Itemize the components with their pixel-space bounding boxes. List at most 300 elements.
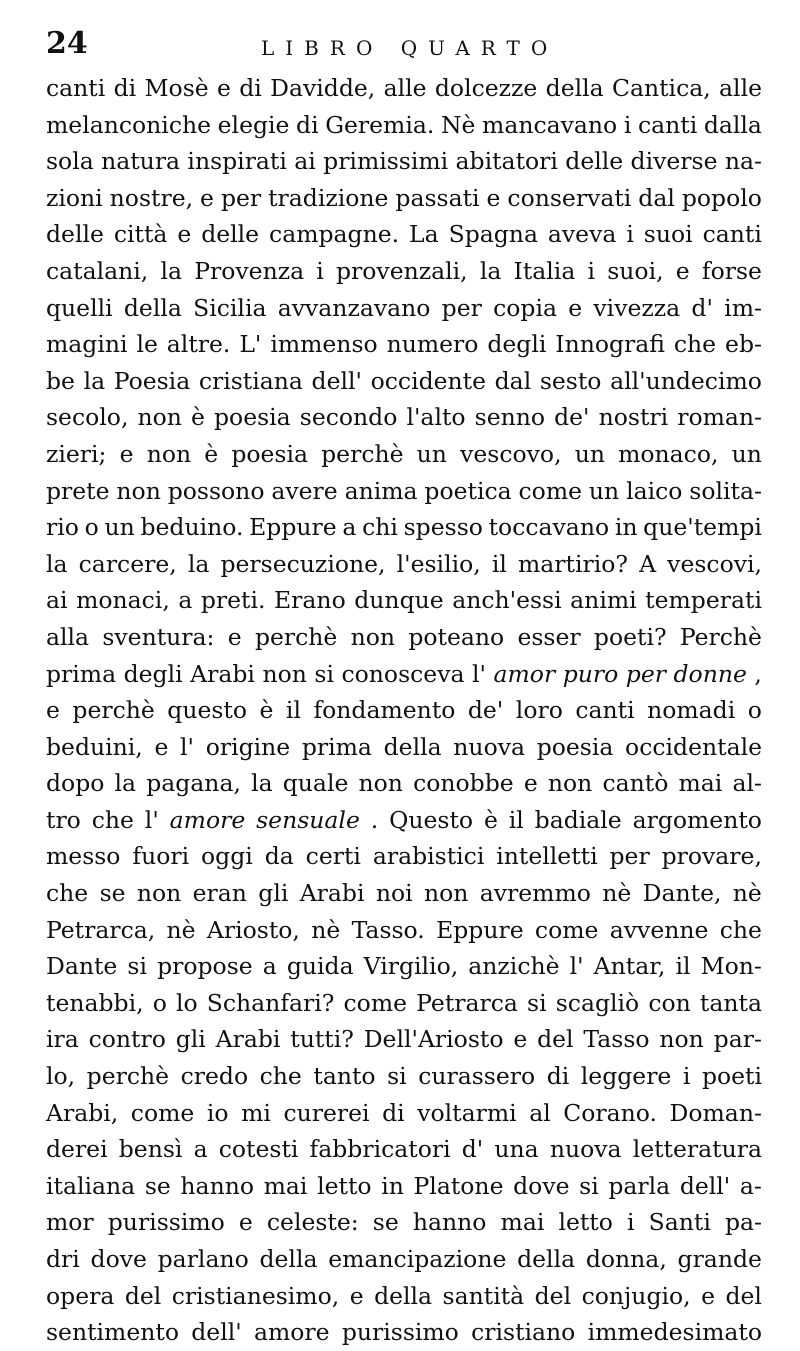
word: del <box>537 1025 574 1054</box>
word: i <box>316 256 324 285</box>
word: Spagna <box>448 220 538 249</box>
word: anima <box>344 476 418 505</box>
word: oggi <box>201 842 253 871</box>
word: se <box>372 1208 399 1237</box>
word: dal <box>494 366 532 395</box>
word: e <box>154 732 169 761</box>
word: scagliò <box>555 988 640 1017</box>
word: altre. <box>166 330 231 359</box>
word: della <box>517 1245 576 1273</box>
word: spesso <box>403 513 483 542</box>
word: Schanfari? <box>206 988 335 1017</box>
word: sola <box>46 147 94 176</box>
word: la <box>187 549 210 578</box>
word: sensuale <box>256 805 360 834</box>
word: l' <box>180 732 195 761</box>
word: mor <box>46 1208 94 1237</box>
word: pagana, <box>146 769 241 798</box>
text-line <box>46 692 762 729</box>
word: que'tempi <box>643 513 762 542</box>
word: i <box>682 1062 691 1091</box>
word: un <box>731 439 762 468</box>
word: che <box>719 915 762 944</box>
word: diverse <box>630 147 718 176</box>
word: Cantica, <box>611 74 711 102</box>
word: della <box>374 1281 433 1310</box>
word: Petrarca, <box>46 915 156 944</box>
word: amore <box>253 1318 330 1347</box>
word: Dante <box>46 952 118 981</box>
word: un <box>416 439 447 468</box>
word: non <box>116 476 161 505</box>
word: Tasso. <box>351 915 425 944</box>
word: non <box>547 769 593 798</box>
word: una <box>494 1135 539 1164</box>
word: e <box>486 183 501 212</box>
text-line <box>46 1168 762 1205</box>
word: e <box>513 1025 528 1054</box>
word: e <box>46 696 60 725</box>
word: lo, <box>46 1062 76 1091</box>
word: dove <box>90 1245 147 1273</box>
word: puro <box>562 659 619 688</box>
text-line <box>46 619 762 656</box>
word: secolo, <box>46 403 129 432</box>
word: del <box>725 1281 762 1310</box>
word: si <box>527 988 547 1017</box>
word: dell' <box>679 1171 731 1200</box>
word: roman- <box>677 403 762 432</box>
word: nè <box>732 879 762 908</box>
word: Innografi <box>555 330 665 359</box>
word: Arabi <box>299 879 365 908</box>
word: poeti? <box>593 622 667 651</box>
word: mai <box>263 1171 308 1200</box>
text-line <box>46 143 762 180</box>
word: non <box>262 659 307 688</box>
word: prete <box>46 476 110 505</box>
word: Italia <box>513 256 576 285</box>
word: hanno <box>180 1171 254 1200</box>
word: Poesia <box>113 366 191 395</box>
word: avvanzavano <box>277 293 431 322</box>
word: dolcezze <box>434 74 538 102</box>
text-line <box>46 656 762 693</box>
word: sventura: <box>102 622 215 651</box>
word: non <box>146 439 192 468</box>
word: canti <box>637 110 698 139</box>
word: all'undecimo <box>610 366 762 395</box>
word: italiana <box>46 1171 136 1200</box>
text-line <box>46 546 762 583</box>
word: è <box>191 403 205 432</box>
word: un <box>104 513 135 542</box>
word: derei <box>46 1135 108 1164</box>
word: cristiano <box>471 1318 576 1347</box>
word: zieri; <box>46 439 107 468</box>
word: mai <box>678 769 723 798</box>
text-line <box>46 582 762 619</box>
word: numero <box>386 330 479 359</box>
word: o <box>747 696 762 725</box>
word: Perchè <box>679 622 762 651</box>
word: a <box>178 586 193 615</box>
word: animi <box>570 586 637 615</box>
word: al <box>529 1098 551 1127</box>
word: arabistici <box>372 842 485 871</box>
word: Erano <box>274 586 346 615</box>
word: di <box>296 110 319 139</box>
word: poeti <box>701 1062 762 1091</box>
word: ira <box>46 1025 79 1054</box>
word: dalla <box>703 110 762 139</box>
word: beduino. <box>140 513 244 542</box>
word: donna, <box>585 1245 667 1273</box>
word: nè <box>166 915 196 944</box>
word: Provenza <box>194 256 305 285</box>
word: degli <box>123 659 183 688</box>
word: La <box>409 220 439 249</box>
word: curerei <box>283 1098 370 1127</box>
word: de' <box>467 696 504 725</box>
word: alle <box>383 74 427 102</box>
word: gli <box>258 879 289 908</box>
word: monaci, <box>76 586 170 615</box>
word: della <box>545 74 604 102</box>
word: opera <box>46 1281 115 1310</box>
word: d' <box>691 293 713 322</box>
word: leggere <box>580 1062 672 1091</box>
word: non <box>358 769 403 798</box>
text-line <box>46 70 762 107</box>
word: zioni <box>46 183 103 212</box>
word: i <box>627 1208 635 1237</box>
word: perchè <box>86 1062 170 1091</box>
word: si <box>314 659 334 688</box>
word: Tasso <box>583 1025 650 1054</box>
word: nè <box>311 915 341 944</box>
word: Petrarca <box>416 988 518 1017</box>
word: e <box>217 74 231 102</box>
word: si <box>127 952 147 981</box>
word: Questo <box>389 805 474 834</box>
word: come <box>518 476 583 505</box>
word: Platone <box>413 1171 504 1200</box>
word: e <box>238 1208 253 1237</box>
word: vivezza <box>593 293 681 322</box>
word: fuori <box>132 842 190 871</box>
word: della <box>123 293 182 322</box>
word: badiale <box>534 805 622 834</box>
word: anzichè <box>468 952 560 981</box>
word: di <box>113 74 137 102</box>
word: Arabi, <box>46 1098 119 1127</box>
word: quale <box>282 769 349 798</box>
word: se <box>144 1171 171 1200</box>
word: prima <box>46 659 117 688</box>
word: carcere, <box>78 549 177 578</box>
word: conservati <box>507 183 632 212</box>
word: primissimi <box>323 147 449 176</box>
word: propose <box>157 952 253 981</box>
word: la <box>160 256 182 285</box>
word: canti <box>46 74 106 102</box>
word: perchè <box>254 622 338 651</box>
word: emancipazione <box>328 1245 507 1273</box>
word: provare, <box>661 842 762 871</box>
word: e <box>568 293 583 322</box>
word: l' <box>569 952 584 981</box>
word: vescovo, <box>460 439 562 468</box>
word: nè <box>602 879 632 908</box>
word: non <box>659 1025 704 1054</box>
word: intelletti <box>496 842 598 871</box>
word: credo <box>180 1062 249 1091</box>
word: suoi <box>643 220 693 249</box>
word: cantò <box>602 769 669 798</box>
word: vescovi, <box>667 549 762 578</box>
word: questo <box>167 696 248 725</box>
word: delle <box>565 147 624 176</box>
word: poesia <box>214 403 291 432</box>
word: dopo <box>46 769 105 798</box>
word: be <box>46 366 75 395</box>
word: nuova <box>549 1135 622 1164</box>
word: mi <box>241 1098 271 1127</box>
word: Mon- <box>700 952 762 981</box>
word: Dell'Ariosto <box>363 1025 504 1054</box>
word: anch'essi <box>452 586 562 615</box>
word: nostre, <box>109 183 194 212</box>
word: sentimento <box>46 1318 179 1347</box>
word: alle <box>719 74 762 102</box>
word: pa- <box>724 1208 762 1237</box>
word: amore <box>169 805 246 834</box>
text-line <box>46 509 762 546</box>
word: da <box>264 842 294 871</box>
word: occidente <box>370 366 487 395</box>
word: cristianesimo, <box>171 1281 340 1310</box>
word: inspirati <box>187 147 287 176</box>
word: mancavano <box>482 110 618 139</box>
word: è <box>483 805 498 834</box>
word: dell' <box>191 1318 242 1347</box>
word: tro <box>46 805 81 834</box>
word: im- <box>724 293 762 322</box>
word: il <box>491 549 507 578</box>
word: che <box>259 1062 302 1091</box>
word: letteratura <box>632 1135 762 1164</box>
word: guida <box>286 952 354 981</box>
word: magini <box>46 330 128 359</box>
word: preti. <box>200 586 266 615</box>
word: e <box>701 1281 716 1310</box>
word: esser <box>517 622 581 651</box>
word: fondamento <box>313 696 456 725</box>
word: degli <box>487 330 547 359</box>
word: per <box>441 293 482 322</box>
word: conobbe <box>413 769 514 798</box>
word: Arabi <box>190 659 255 688</box>
word: e <box>119 439 134 468</box>
word: mai <box>500 1208 545 1237</box>
word: eran <box>192 879 247 908</box>
word: il <box>508 805 524 834</box>
word: occidentale <box>625 732 762 761</box>
word: per <box>609 842 650 871</box>
word: argomento <box>632 805 762 834</box>
word: voltarmi <box>417 1098 517 1127</box>
word: persecuzione, <box>220 549 386 578</box>
word: che <box>673 330 717 359</box>
word: natura <box>101 147 181 176</box>
word: non <box>137 403 182 432</box>
word: dal <box>638 183 675 212</box>
word: il <box>675 952 691 981</box>
word: perchè <box>321 439 404 468</box>
word: purissimo <box>107 1208 225 1237</box>
text-line <box>46 1204 762 1241</box>
word: non <box>136 879 182 908</box>
word: Doman- <box>669 1098 762 1127</box>
word: letto <box>558 1208 613 1237</box>
word: e <box>675 256 690 285</box>
word: se <box>99 879 126 908</box>
word: non <box>350 622 396 651</box>
word: in <box>381 1171 404 1200</box>
word: del <box>124 1281 162 1310</box>
word: della <box>259 1245 318 1273</box>
word: senno <box>474 403 546 432</box>
word: grande <box>677 1245 762 1273</box>
word: nuova <box>453 732 526 761</box>
text-line <box>46 1314 762 1351</box>
word: perchè <box>72 696 155 725</box>
word: i <box>587 256 596 285</box>
word: un <box>588 476 620 505</box>
text-line <box>46 802 762 839</box>
word: popolo <box>681 183 762 212</box>
word: e <box>227 622 242 651</box>
running-head <box>46 26 756 66</box>
word: di <box>239 74 262 102</box>
text-line <box>46 326 762 363</box>
word: Antar, <box>593 952 666 981</box>
word: tradizione <box>268 183 389 212</box>
word: o <box>84 513 99 542</box>
word: cristiana <box>198 366 303 395</box>
word: loro <box>515 696 563 725</box>
word: Corano. <box>563 1098 657 1127</box>
word: tenabbi, <box>46 988 144 1017</box>
word: Arabi <box>215 1025 281 1054</box>
word: avere <box>271 476 338 505</box>
word: della <box>383 732 442 761</box>
word: a <box>342 513 357 542</box>
word: certi <box>305 842 361 871</box>
text-line <box>46 765 762 802</box>
word: l'alto <box>406 403 466 432</box>
text-line <box>46 875 762 912</box>
text-line <box>46 363 762 400</box>
word: e <box>523 769 538 798</box>
word: in <box>614 513 638 542</box>
word: Virgilio, <box>363 952 459 981</box>
word: eb- <box>725 330 762 359</box>
word: copia <box>493 293 557 322</box>
word: gli <box>175 1025 206 1054</box>
word: purissimo <box>341 1318 459 1347</box>
word: dove <box>513 1171 570 1200</box>
word: lo <box>175 988 198 1017</box>
word: quelli <box>46 293 113 322</box>
word: toccavano <box>488 513 610 542</box>
word: ai <box>46 586 68 615</box>
word: delle <box>46 220 104 249</box>
word: o <box>152 988 167 1017</box>
word: l' <box>144 805 159 834</box>
word: passati <box>395 183 480 212</box>
word: Dante, <box>642 879 722 908</box>
word: Eppure <box>436 915 524 944</box>
word: Santi <box>648 1208 711 1237</box>
word: come <box>534 915 599 944</box>
word: come <box>130 1098 195 1127</box>
word: prima <box>301 732 372 761</box>
word: Sicilia <box>193 293 267 322</box>
word: dri <box>46 1245 80 1273</box>
word: possono <box>167 476 265 505</box>
word: immedesimato <box>587 1318 762 1347</box>
text-line <box>46 948 762 985</box>
text-line <box>46 1095 762 1132</box>
word: aveva <box>547 220 617 249</box>
word: come <box>343 988 408 1017</box>
word: melanconiche <box>46 110 212 139</box>
word: elegie <box>217 110 290 139</box>
word: A <box>639 549 657 578</box>
word: na- <box>724 147 762 176</box>
word: a- <box>739 1171 762 1200</box>
text-line <box>46 436 762 473</box>
word: poesia <box>231 439 308 468</box>
word: conosceva <box>341 659 465 688</box>
word: è <box>259 696 274 725</box>
word: io <box>206 1098 229 1127</box>
word: campagne. <box>269 220 400 249</box>
word: il <box>285 696 301 725</box>
text-line <box>46 1278 762 1315</box>
word: abitatori <box>455 147 558 176</box>
word: secondo <box>299 403 398 432</box>
word: un <box>574 439 605 468</box>
text-line <box>46 838 762 875</box>
word: città <box>113 220 168 249</box>
word: cotesti <box>218 1135 299 1164</box>
word: canti <box>702 220 762 249</box>
word: sesto <box>539 366 602 395</box>
word: si <box>579 1171 599 1200</box>
word: dunque <box>354 586 444 615</box>
word: solita- <box>689 476 762 505</box>
text-line <box>46 1131 762 1168</box>
word: chi <box>362 513 398 542</box>
word: forse <box>701 256 762 285</box>
word: monaco, <box>618 439 719 468</box>
word: delle <box>201 220 260 249</box>
word: al- <box>732 769 762 798</box>
word: Mosè <box>144 74 209 102</box>
